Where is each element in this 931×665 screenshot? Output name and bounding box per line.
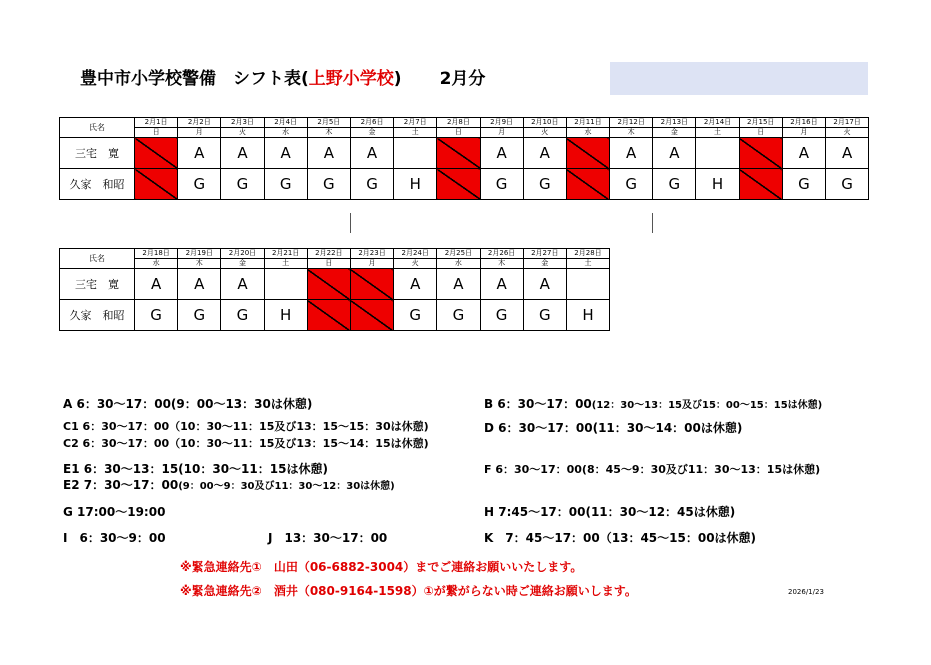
date-cell: 2月12日 (610, 118, 653, 128)
shift-cell: G (653, 169, 696, 200)
shift-cell: G (523, 300, 566, 331)
employee-name: 久家 和昭 (60, 169, 135, 200)
weekday-cell: 金 (523, 259, 566, 269)
weekday-cell: 木 (178, 259, 221, 269)
weekday-cell: 日 (135, 128, 178, 138)
shift-cell: G (523, 169, 566, 200)
weekday-row (60, 128, 869, 138)
date-cell: 2月17日 (826, 118, 869, 128)
shift-cell: A (653, 138, 696, 169)
legend-b-note: (12：30～13：15及び15：00～15：15は休憩) (591, 400, 823, 411)
day-off-cell (307, 300, 350, 331)
day-off-cell (350, 269, 393, 300)
legend-f: F 6：30～17：00(8：45～9：30及び11：30～13：15は休憩) (484, 463, 821, 476)
day-off-cell (437, 138, 480, 169)
shift-cell: A (221, 269, 264, 300)
shift-cell: H (264, 300, 307, 331)
emergency-contact-1: ※緊急連絡先① 山田（06-6882-3004）までご連絡お願いいたします。 (180, 560, 583, 574)
name-header: 氏名 (60, 118, 135, 138)
title-suffix: ) (393, 69, 402, 89)
employee-row (60, 269, 610, 300)
shift-cell: G (264, 169, 307, 200)
shift-cell: G (178, 300, 221, 331)
shift-cell: A (523, 138, 566, 169)
weekday-cell: 木 (480, 259, 523, 269)
shift-cell: A (610, 138, 653, 169)
legend-e2 (63, 476, 395, 493)
shift-cell: A (826, 138, 869, 169)
day-off-cell (437, 169, 480, 200)
weekday-cell: 水 (264, 128, 307, 138)
shift-cell: G (350, 169, 393, 200)
shift-cell: A (480, 138, 523, 169)
divider-line (652, 213, 653, 233)
legend-b-main: B 6：30～17：00 (484, 397, 592, 411)
weekday-cell: 木 (307, 128, 350, 138)
weekday-cell: 火 (394, 259, 437, 269)
employee-name: 三宅 寛 (60, 269, 135, 300)
day-off-cell (739, 138, 782, 169)
shift-cell: A (350, 138, 393, 169)
legend-e2-main: E2 7：30～17：00 (63, 478, 179, 492)
shift-cell: H (696, 169, 739, 200)
weekday-cell: 月 (480, 128, 523, 138)
day-off-cell (307, 269, 350, 300)
shift-cell: G (480, 169, 523, 200)
weekday-cell: 土 (696, 128, 739, 138)
shift-cell: H (566, 300, 609, 331)
date-cell: 2月5日 (307, 118, 350, 128)
legend-c1: C1 6：30～17：00（10：30～11：15及び13：15～15：30は休憩) (63, 420, 429, 433)
date-cell: 2月23日 (350, 249, 393, 259)
shift-cell: G (480, 300, 523, 331)
employee-row (60, 169, 869, 200)
shift-cell: G (221, 169, 264, 200)
date-cell: 2月28日 (566, 249, 609, 259)
weekday-cell: 水 (566, 128, 609, 138)
date-cell: 2月25日 (437, 249, 480, 259)
shift-cell: H (394, 169, 437, 200)
date-cell: 2月22日 (307, 249, 350, 259)
weekday-cell: 金 (350, 128, 393, 138)
weekday-cell: 月 (178, 128, 221, 138)
date-cell: 2月20日 (221, 249, 264, 259)
shift-cell: G (135, 300, 178, 331)
weekday-cell: 日 (739, 128, 782, 138)
shift-table-2 (59, 248, 610, 331)
employee-name: 久家 和昭 (60, 300, 135, 331)
legend-b (484, 395, 822, 412)
date-cell: 2月8日 (437, 118, 480, 128)
date-row (60, 249, 610, 259)
weekday-cell: 火 (826, 128, 869, 138)
title-prefix: 豊中市小学校警備 シフト表( (80, 69, 309, 89)
employee-name: 三宅 寛 (60, 138, 135, 169)
day-off-cell (135, 169, 178, 200)
shift-cell: A (394, 269, 437, 300)
date-cell: 2月3日 (221, 118, 264, 128)
legend-e2-note: (9：00～9：30及び11：30～12：30は休憩) (178, 481, 395, 492)
name-header: 氏名 (60, 249, 135, 269)
shift-cell: A (178, 269, 221, 300)
legend-j: J 13：30～17：00 (268, 531, 388, 545)
date-row (60, 118, 869, 128)
page-title (80, 64, 485, 89)
shift-cell: A (307, 138, 350, 169)
date-cell: 2月14日 (696, 118, 739, 128)
weekday-cell: 火 (523, 128, 566, 138)
date-cell: 2月2日 (178, 118, 221, 128)
weekday-cell: 日 (437, 128, 480, 138)
divider-line (350, 213, 351, 233)
weekday-cell: 日 (307, 259, 350, 269)
shift-cell: A (523, 269, 566, 300)
shift-cell: G (610, 169, 653, 200)
legend-c2: C2 6：30～17：00（10：30～11：15及び13：15～14：15は休憩) (63, 437, 429, 450)
blank-input-box[interactable] (610, 62, 868, 95)
weekday-cell: 金 (653, 128, 696, 138)
date-cell: 2月1日 (135, 118, 178, 128)
shift-cell: G (178, 169, 221, 200)
weekday-row (60, 259, 610, 269)
date-cell: 2月13日 (653, 118, 696, 128)
date-cell: 2月16日 (782, 118, 825, 128)
legend-a: A 6：30～17：00(9：00～13：30は休憩) (63, 397, 313, 411)
shift-cell (264, 269, 307, 300)
school-name: 上野小学校 (308, 69, 394, 89)
date-cell: 2月19日 (178, 249, 221, 259)
weekday-cell: 土 (566, 259, 609, 269)
date-cell: 2月10日 (523, 118, 566, 128)
shift-cell: A (178, 138, 221, 169)
legend-h: H 7:45～17：00(11：30～12：45は休憩) (484, 505, 736, 519)
weekday-cell: 土 (264, 259, 307, 269)
weekday-cell: 水 (437, 259, 480, 269)
shift-cell (696, 138, 739, 169)
shift-cell: G (782, 169, 825, 200)
shift-cell: G (394, 300, 437, 331)
date-cell: 2月15日 (739, 118, 782, 128)
date-cell: 2月27日 (523, 249, 566, 259)
shift-cell (566, 269, 609, 300)
weekday-cell: 月 (350, 259, 393, 269)
month-label: 2月分 (439, 69, 486, 89)
emergency-contact-2: ※緊急連絡先② 酒井（080-9164-1598）①が繋がらない時ご連絡お願いします。 (180, 584, 637, 598)
date-cell: 2月24日 (394, 249, 437, 259)
shift-cell: G (221, 300, 264, 331)
employee-row (60, 300, 610, 331)
day-off-cell (350, 300, 393, 331)
date-cell: 2月18日 (135, 249, 178, 259)
legend-e1: E1 6：30～13：15(10：30～11：15は休憩) (63, 462, 328, 476)
shift-cell: A (782, 138, 825, 169)
shift-cell: G (307, 169, 350, 200)
weekday-cell: 水 (135, 259, 178, 269)
shift-cell (394, 138, 437, 169)
date-cell: 2月4日 (264, 118, 307, 128)
shift-table-1 (59, 117, 869, 200)
day-off-cell (739, 169, 782, 200)
day-off-cell (566, 169, 609, 200)
date-cell: 2月26日 (480, 249, 523, 259)
employee-row (60, 138, 869, 169)
legend-k: K 7：45～17：00（13：45～15：00は休憩) (484, 531, 757, 545)
shift-cell: A (264, 138, 307, 169)
shift-cell: A (437, 269, 480, 300)
date-cell: 2月6日 (350, 118, 393, 128)
legend-g: G 17:00～19:00 (63, 505, 166, 519)
shift-cell: A (135, 269, 178, 300)
legend-d: D 6：30～17：00(11：30～14：00は休憩) (484, 421, 743, 435)
shift-cell: G (437, 300, 480, 331)
date-cell: 2月11日 (566, 118, 609, 128)
day-off-cell (135, 138, 178, 169)
issued-date: 2026/1/23 (788, 588, 824, 596)
shift-cell: A (221, 138, 264, 169)
weekday-cell: 金 (221, 259, 264, 269)
shift-cell: G (826, 169, 869, 200)
legend-i: I 6：30～9：00 (63, 531, 166, 545)
weekday-cell: 土 (394, 128, 437, 138)
day-off-cell (566, 138, 609, 169)
date-cell: 2月9日 (480, 118, 523, 128)
weekday-cell: 木 (610, 128, 653, 138)
weekday-cell: 月 (782, 128, 825, 138)
shift-cell: A (480, 269, 523, 300)
weekday-cell: 火 (221, 128, 264, 138)
date-cell: 2月21日 (264, 249, 307, 259)
date-cell: 2月7日 (394, 118, 437, 128)
